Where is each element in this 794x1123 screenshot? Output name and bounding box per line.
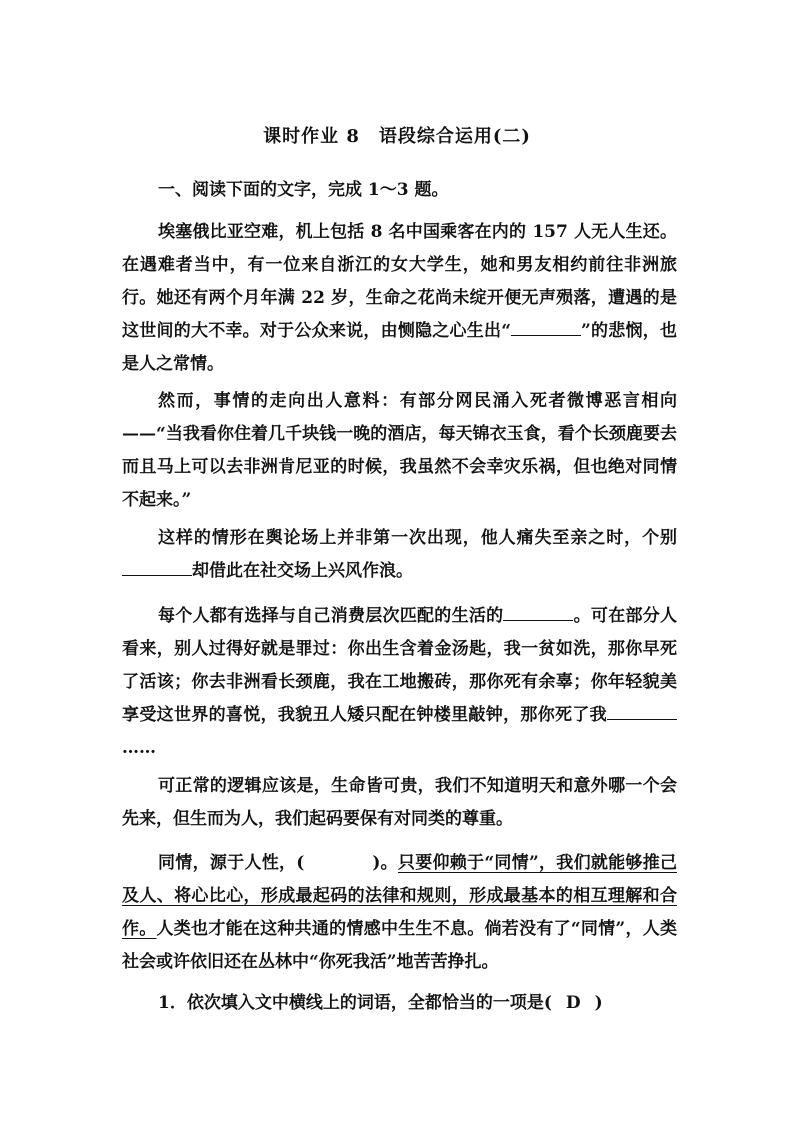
paragraph-5: [122, 770, 677, 836]
blank-4: [607, 701, 677, 720]
p5-text: 可正常的逻辑应该是，生命皆可贵，我们不知道明天和意外哪一个会先来，但生而为人，我们起码要保有对同类的尊重。: [122, 776, 677, 829]
question-1: [158, 988, 603, 1013]
page-title: 课时作业 8 语段综合运用(二): [263, 126, 531, 147]
blank-1: [511, 317, 581, 336]
p6-text-c: 人类也才能在这种共通的情感中生生不息。倘若没有了“同情”，人类社会或许依旧还在丛林中“你死我活”地苦苦挣扎。: [122, 919, 677, 972]
p1-text: 埃塞俄比亚空难，机上包括 8 名中国乘客在内的 157 人无人生还。在遇难者当中，有一位来自浙江的女大学生，她和男友相约前往非洲旅行。她还有两个月年满 22 岁，生命之花尚未绽开便无声殒落，遭遇的是这世间的大不幸。对于公众来说，由恻隐之心生出“: [122, 222, 677, 341]
paragraph-2: [122, 385, 677, 517]
p4-text-a: 每个人都有选择与自己消费层次匹配的生活的: [158, 606, 504, 626]
p2-text: 然而，事情的走向出人意料：有部分网民涌入死者微博恶言相向——“当我看你住着几千块钱一晚的酒店，每天锦衣玉食，看个长颈鹿要去而且马上可以去非洲肯尼亚的时候，我虽然不会幸灾乐祸，但也绝对同情不起来。”: [122, 391, 677, 510]
instruction: 一、阅读下面的文字，完成 1～3 题。: [158, 180, 449, 200]
paragraph-4: [122, 600, 677, 765]
p4-text-c: ……: [122, 738, 156, 758]
paragraph-3: [122, 522, 677, 588]
question-1-text: 1．依次填入文中横线上的词语，全都恰当的一项是(: [158, 993, 552, 1013]
p3-text-a: 这样的情形在舆论场上并非第一次出现，他人痛失至亲之时，个别: [158, 528, 677, 548]
paragraph-1: [122, 216, 677, 381]
p6-text-b: )。: [372, 853, 398, 873]
p4-text-b: 。可在部分人看来，别人过得好就是罪过：你出生含着金汤匙，我一贫如洗，那你早死了活该；你去非洲看长颈鹿，我在工地搬砖，那你死有余辜；你年轻貌美享受这世界的喜悦，我貌丑人矮只配在钟楼里敲钟，那你死了我: [122, 606, 678, 725]
p6-text-a: 同情，源于人性，(: [158, 853, 305, 873]
blank-3: [503, 602, 573, 621]
blank-2: [122, 557, 192, 576]
question-1-close: ): [594, 993, 603, 1013]
paragraph-6: [122, 847, 677, 979]
p3-text-b: 却借此在社交场上兴风作浪。: [192, 561, 413, 581]
question-1-answer: D: [565, 993, 581, 1013]
p1-end: ”的悲悯，也是人之常情。: [122, 321, 678, 374]
underlined-sentence: 只要仰赖于“同情”，我们就能够推己及人、将心比心，形成最起码的法律和规则，形成最基本的相互理解和合作。: [122, 853, 677, 939]
